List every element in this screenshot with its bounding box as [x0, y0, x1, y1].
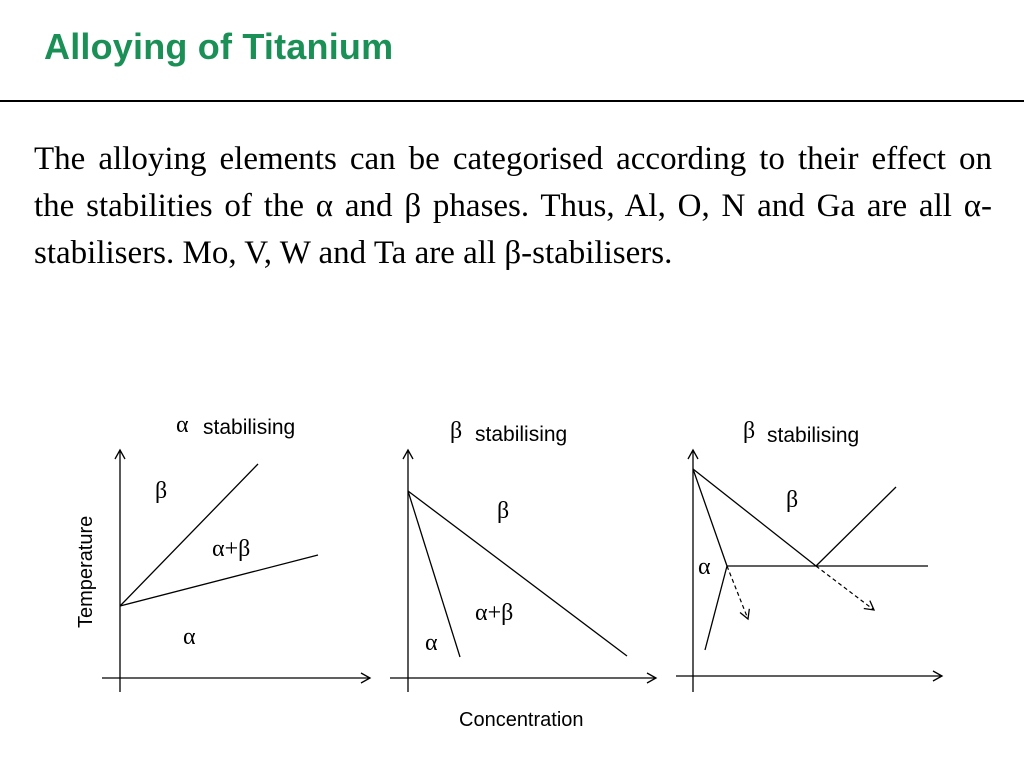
panel2-heading-text: stabilising	[475, 423, 568, 446]
panel-beta-stabilising-eutectoid	[676, 418, 942, 692]
phase-diagrams-figure	[0, 380, 1024, 768]
panel2-label-alpha-beta: α+β	[475, 600, 514, 626]
panel1-label-alpha: α	[183, 624, 196, 650]
panel3-label-alpha: α	[698, 554, 711, 580]
body-paragraph: The alloying elements can be categorised according to their effect on the stabilities of the α and β phases. Thus, Al, O, N and Ga are all α-stabilisers. Mo, V, W and Ta are all β-stabilisers.	[34, 141, 992, 271]
panel1-heading-symbol: α	[176, 412, 189, 438]
panel-alpha-stabilising	[102, 412, 370, 692]
panel3-heading-symbol: β	[743, 418, 756, 444]
panel3-label-beta: β	[786, 487, 799, 513]
panel3-dashed-arrow-left	[727, 566, 748, 619]
panel3-heading-text: stabilising	[767, 424, 860, 447]
panel2-label-alpha: α	[425, 630, 438, 656]
title-divider	[0, 100, 1024, 102]
panel1-label-alpha-beta: α+β	[212, 536, 251, 562]
panel2-label-beta: β	[497, 498, 510, 524]
panel3-dashed-arrow-right	[816, 566, 874, 610]
panel3-alpha-transus-line	[693, 469, 727, 566]
panel3-beta-transus-rising	[816, 487, 896, 566]
panel3-beta-transus-line	[693, 469, 816, 566]
x-axis-label: Concentration	[459, 709, 584, 731]
y-axis-label: Temperature	[75, 515, 97, 628]
panel1-heading-text: stabilising	[203, 416, 296, 439]
panel1-alpha-transus-line	[120, 555, 318, 606]
panel2-beta-transus-line	[408, 491, 627, 656]
panel1-beta-transus-line	[120, 464, 258, 606]
slide-title: Alloying of Titanium	[44, 26, 394, 67]
panel2-heading-symbol: β	[450, 418, 463, 444]
panel-beta-stabilising-isomorphous	[390, 418, 656, 692]
panel1-label-beta: β	[155, 478, 168, 504]
